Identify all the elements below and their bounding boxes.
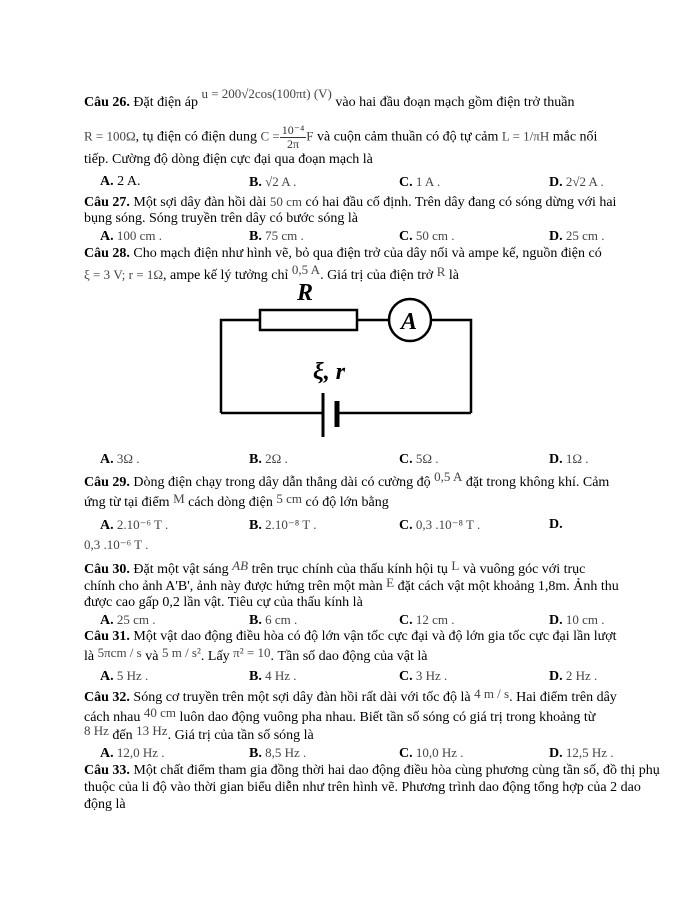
q28-option-a: A. 3Ω . — [100, 451, 140, 467]
q28-option-b: B. 2Ω . — [249, 451, 288, 467]
q31-line2: là 5πcm / s và 5 m / s². Lấy π² = 10. Tần số dao động của vật là — [84, 645, 428, 664]
q28-option-d: D. 1Ω . — [549, 451, 589, 467]
q27-option-d: D. 25 cm . — [549, 228, 605, 244]
q29-option-d-value: 0,3 .10⁻⁶ T . — [84, 537, 149, 552]
q28-line2: ξ = 3 V; r = 1Ω, ampe kế lý tưởng chỉ 0,5 A. Giá trị của điện trở R là — [84, 262, 459, 283]
q26-option-b: B. √2 A . — [249, 174, 297, 190]
q29-option-b: B. 2.10⁻⁸ T . — [249, 517, 317, 533]
q26-option-c: C. 1 A . — [399, 174, 441, 190]
q27-line2: bụng sóng. Sóng truyền trên dây có bước sóng là — [84, 211, 358, 226]
q32-line3: 8 Hz đến 13 Hz. Giá trị của tần số sóng là — [84, 723, 314, 743]
q26-resistance-eq: R = 100Ω — [84, 128, 136, 144]
q31-option-d: D. 2 Hz . — [549, 668, 598, 684]
q27-line1: Câu 27. Một sợi dây đàn hồi dài 50 cm có hai đầu cố định. Trên dây đang có sóng dừng với hai — [84, 194, 617, 210]
q32-label: Câu 32. — [84, 690, 130, 705]
q28-label: Câu 28. — [84, 246, 130, 261]
resistor-label: R — [297, 280, 314, 306]
q27-option-b: B. 75 cm . — [249, 228, 304, 244]
q31-option-a: A. 5 Hz . — [100, 668, 149, 684]
q30-line1: Câu 30. Đặt một vật sáng AB trên trục chính của thấu kính hội tụ L và vuông góc với trục — [84, 558, 586, 577]
q26-line3: tiếp. Cường độ dòng điện cực đại qua đoạn mạch là — [84, 152, 373, 167]
q31-option-c: C. 3 Hz . — [399, 668, 448, 684]
q29-option-a: A. 2.10⁻⁶ T . — [100, 517, 169, 533]
q32-option-b: B. 8,5 Hz . — [249, 745, 307, 761]
q33-paragraph: Câu 33. Một chất điểm tham gia đồng thời hai dao động điều hòa cùng phương cùng tần số, đồ thị phụ thuộc của li độ vào thời gian biểu diễn như trên hình vẽ. Phương trình dao động tổng hợp của 2 dao động là — [84, 763, 660, 812]
q26-line2: R = 100Ω, tụ điện có điện dung C = $\frac{\text{10⁻⁴}}{2\pi}$ F và cuộn cảm thuần có độ tự cảm L = 1/πH mắc nối — [84, 123, 598, 151]
q32-option-c: C. 10,0 Hz . — [399, 745, 464, 761]
q32-line2: cách nhau 40 cm luôn dao động vuông pha nhau. Biết tần số sóng có giá trị trong khoảng từ — [84, 705, 596, 725]
q29-option-c: C. 0,3 .10⁻⁸ T . — [399, 517, 481, 533]
q31-line1: Câu 31. Một vật dao động điều hòa có độ lớn vận tốc cực đại và độ lớn gia tốc cực đại lần lượt — [84, 629, 617, 644]
q28-line1: Câu 28. Cho mạch điện như hình vẽ, bỏ qua điện trở của dây nối và ampe kế, nguồn điện có — [84, 246, 602, 261]
q31-label: Câu 31. — [84, 629, 130, 644]
q31-option-b: B. 4 Hz . — [249, 668, 297, 684]
source-label: ξ, r — [313, 359, 346, 385]
q27-option-a: A. 100 cm . — [100, 228, 163, 244]
q26-inductance-eq: L = 1/πH — [501, 128, 550, 144]
q26-voltage-eq: u = 200√2cos(100πt) (V) — [201, 86, 332, 101]
q27-label: Câu 27. — [84, 195, 130, 210]
q26-line1: Câu 26. Đặt điện áp u = 200√2cos(100πt) (V) vào hai đầu đoạn mạch gồm điện trở thuần — [84, 86, 575, 110]
q32-option-d: D. 12,5 Hz . — [549, 745, 614, 761]
q30-label: Câu 30. — [84, 562, 130, 577]
q29-option-d: D. — [549, 517, 563, 532]
q29-line1: Câu 29. Dòng điện chạy trong dây dẫn thẳng dài có cường độ 0,5 A đặt trong không khí. Cảm — [84, 469, 610, 490]
circuit-wire-top-right — [431, 320, 471, 413]
q26-label: Câu 26. — [84, 95, 130, 110]
q30-option-a: A. 25 cm . — [100, 612, 156, 628]
q29-label: Câu 29. — [84, 475, 130, 490]
circuit-diagram — [205, 275, 495, 450]
q26-option-a: A. 2 A. — [100, 174, 141, 189]
q26-option-d: D. 2√2 A . — [549, 174, 604, 190]
q30-option-b: B. 6 cm . — [249, 612, 298, 628]
q26-capacitance-fraction: $\frac{\text{10⁻⁴}}{2\pi}$ — [281, 123, 305, 151]
q30-option-d: D. 10 cm . — [549, 612, 605, 628]
q30-option-c: C. 12 cm . — [399, 612, 455, 628]
q30-line2: chính cho ảnh A'B', ảnh này được hứng trên một màn E đặt cách vật một khoảng 1,8m. Ảnh thu — [84, 575, 619, 594]
q30-line3: được cao gấp 0,2 lần vật. Tiêu cự của thấu kính là — [84, 595, 363, 610]
q28-option-c: C. 5Ω . — [399, 451, 439, 467]
q29-line2: ứng từ tại điểm M cách dòng điện 5 cm có độ lớn bằng — [84, 491, 389, 510]
resistor-symbol — [260, 310, 357, 330]
circuit-wire-top-left — [221, 320, 260, 413]
q27-option-c: C. 50 cm . — [399, 228, 455, 244]
q33-label: Câu 33. — [84, 763, 130, 778]
q32-option-a: A. 12,0 Hz . — [100, 745, 165, 761]
ammeter-label: A — [401, 309, 418, 335]
q32-line1: Câu 32. Sóng cơ truyền trên một sợi dây đàn hồi rất dài với tốc độ là 4 m / s. Hai điểm trên dây — [84, 686, 617, 705]
